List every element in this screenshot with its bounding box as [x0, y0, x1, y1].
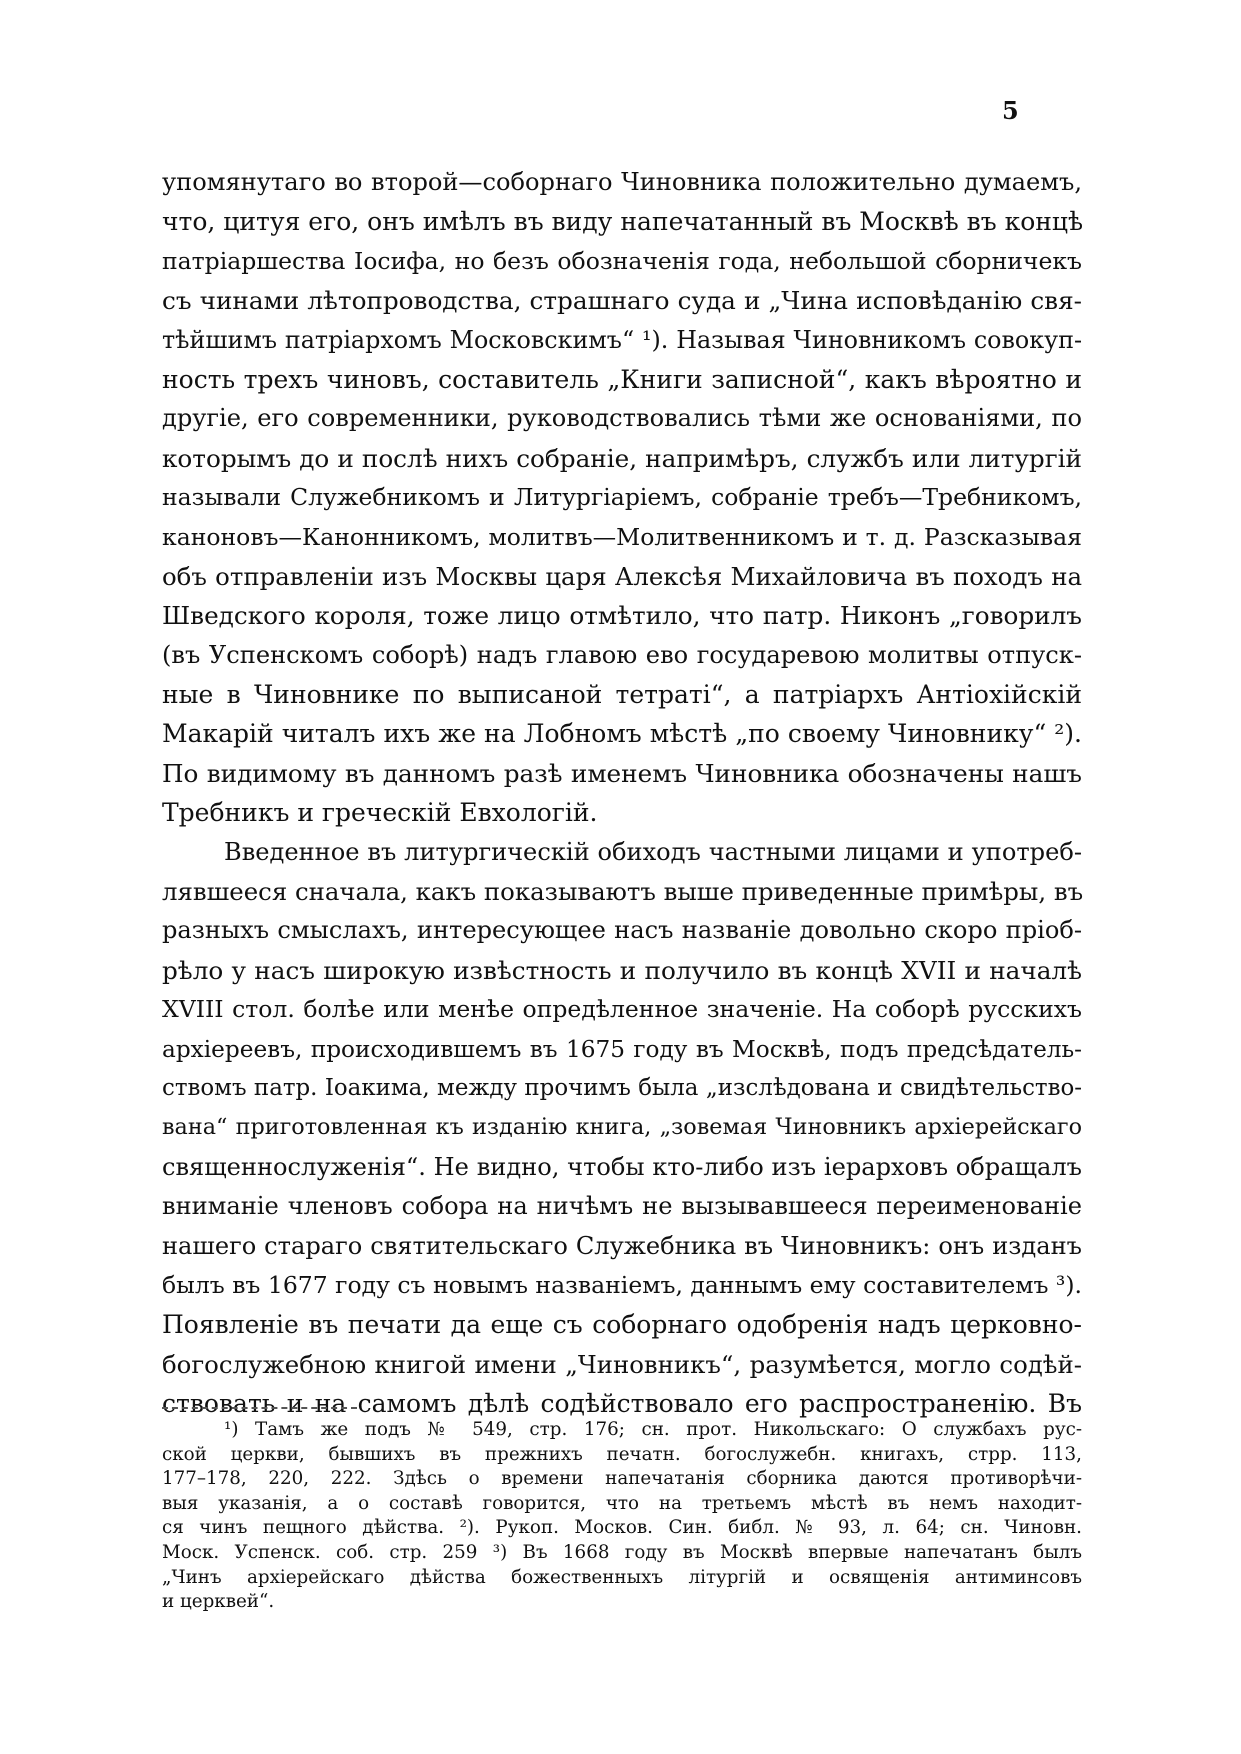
footnote-line: и церквей“.: [162, 1591, 275, 1613]
body-line: вниманіе членовъ собора на ничѣмъ не вызывавшееся переименованіе: [162, 1192, 1082, 1221]
body-line: Появленіе въ печати да еще съ соборнаго одобренія надъ церковно-: [162, 1310, 1082, 1340]
body-line: лявшееся сначала, какъ показываютъ выше приведенные примѣры, въ: [162, 877, 1084, 907]
body-line: священнослуженія“. Не видно, чтобы кто-либо изъ іерарховъ обращалъ: [162, 1152, 1082, 1181]
body-line: называли Служебникомъ и Литургіаріемъ, собраніе требъ—Требникомъ,: [162, 483, 1082, 512]
body-line: патріаршества Іосифа, но безъ обозначенія года, небольшой сборничекъ: [162, 246, 1082, 275]
body-line: съ чинами лѣтопроводства, страшнаго суда и „Чина исповѣданію свя-: [162, 286, 1082, 316]
body-line: архіереевъ, происходившемъ въ 1675 году въ Москвѣ, подъ предсѣдатель-: [162, 1035, 1082, 1063]
body-line: Введенное въ литургическій обиходъ частными лицами и употреб-: [224, 837, 1082, 866]
body-line: каноновъ—Канонникомъ, молитвъ—Молитвенникомъ и т. д. Разсказывая: [162, 522, 1082, 551]
body-line: нашего стараго святительскаго Служебника въ Чиновникъ: онъ изданъ: [162, 1231, 1082, 1260]
body-text: [162, 163, 1082, 1424]
body-line: богослужебною книгой имени „Чиновникъ“, разумѣется, могло содѣй-: [162, 1349, 1082, 1379]
body-line: былъ въ 1677 году съ новымъ названіемъ, даннымъ ему составителемъ ³).: [162, 1270, 1082, 1299]
footnote-line: ¹) Тамъ же подъ № 549, стр. 176; сн. прот. Никольскаго: О службахъ рус-: [224, 1419, 1082, 1440]
body-line: другіе, его современники, руководствовались тѣми же основаніями, по: [162, 404, 1082, 433]
body-line: вана“ приготовленная къ изданію книга, „зовемая Чиновникъ архіерейскаго: [162, 1114, 1082, 1141]
footnote-line: „Чинъ архіерейскаго дѣйства божественныхъ літургій и освященія антиминсовъ: [162, 1566, 1082, 1588]
footnote-line: 177–178, 220, 222. Здѣсь о времени напечатанія сборника даются противорѣчи-: [162, 1468, 1082, 1490]
footnote-line: Моск. Успенск. соб. стр. 259 ³) Въ 1668 году въ Москвѣ впервые напечатанъ былъ: [162, 1541, 1082, 1563]
body-line: тѣйшимъ патріархомъ Московскимъ“ ¹). Называя Чиновникомъ совокуп-: [162, 325, 1082, 354]
footnote-divider: [162, 1407, 357, 1409]
footnote-line: ся чинъ пещного дѣйства. ²). Рукоп. Москов. Син. библ. № 93, л. 64; сн. Чиновн.: [162, 1517, 1082, 1539]
body-line: которымъ до и послѣ нихъ собраніе, напримѣръ, службъ или литургій: [162, 443, 1082, 473]
body-line: разныхъ смыслахъ, интересующее насъ названіе довольно скоро пріоб-: [162, 916, 1082, 945]
body-line: упомянутаго во второй—соборнаго Чиновника положительно думаемъ,: [162, 168, 1082, 196]
footnote-line: ской церкви, бывшихъ въ прежнихъ печатн. богослужебн. книгахъ, стрр. 113,: [162, 1443, 1082, 1465]
body-line: объ отправленіи изъ Москвы царя Алексѣя Михайловича въ походъ на: [162, 561, 1082, 591]
body-line: что, цитуя его, онъ имѣлъ въ виду напечатанный въ Москвѣ въ концѣ: [162, 207, 1084, 237]
body-line: ные в Чиновнике по выписаной тетраті“, а патріархъ Антіохійскій: [162, 680, 1082, 710]
body-line: (въ Успенскомъ соборѣ) надъ главою ево государевою молитвы отпуск-: [162, 640, 1082, 669]
body-line: ствовать и на самомъ дѣлѣ содѣйствовало его распространенію. Въ: [162, 1389, 1082, 1419]
body-line: ствомъ патр. Іоакима, между прочимъ была „изслѣдована и свидѣтельство-: [162, 1074, 1082, 1101]
body-line: ность трехъ чиновъ, составитель „Книги записной“, какъ вѣроятно и: [162, 364, 1082, 394]
body-line: По видимому въ данномъ разѣ именемъ Чиновника обозначены нашъ: [162, 758, 1082, 788]
body-line: XVIII стол. болѣе или менѣе опредѣленное значеніе. На соборѣ русскихъ: [162, 995, 1082, 1024]
body-line: Требникъ и греческій Евхологій.: [162, 798, 598, 828]
footnote-line: выя указанія, а о составѣ говорится, что на третьемъ мѣстѣ въ немъ находит-: [162, 1492, 1082, 1514]
body-line: Шведского короля, тоже лицо отмѣтило, что патр. Никонъ „говорилъ: [162, 601, 1082, 631]
page-number: 5: [1002, 96, 1019, 125]
body-line: Макарій читалъ ихъ же на Лобномъ мѣстѣ „по своему Чиновнику“ ²).: [162, 719, 1082, 749]
body-line: рѣло у насъ широкую извѣстность и получило въ концѣ XVII и началѣ: [162, 955, 1082, 985]
footnotes: [162, 1418, 1082, 1615]
